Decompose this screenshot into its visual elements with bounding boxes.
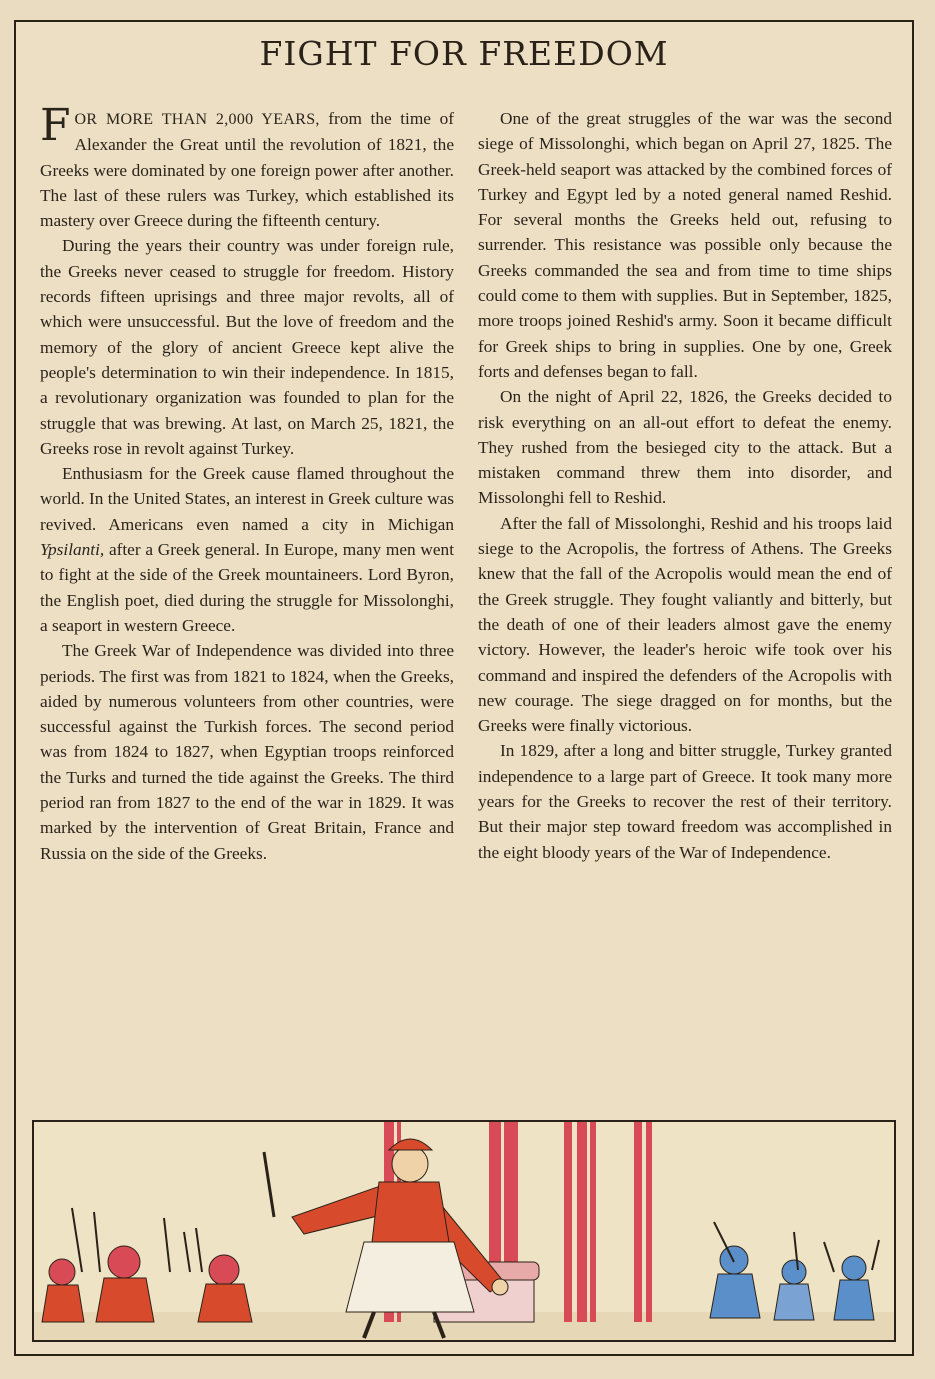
left-column [40,100,454,866]
drop-cap: F [40,100,71,151]
greek-soldiers-group [42,1208,252,1322]
paragraph-3-text-b: after a Greek general. In Europe, many men went to fight at the side of the Greek mountaineers. Lord Byron, the English poet, died during the struggle for Missolonghi, a seaport in western Greece. [40,540,454,635]
illustration-svg [34,1122,894,1340]
paragraph-7: After the fall of Missolonghi, Reshid and his troops laid siege to the Acropolis, the fortress of Athens. The Greeks knew that the fall of the Acropolis would mean the end of the Greek struggle. They fought valiantly and bitterly, but the death of one of their leaders almost gave the enemy victory. However, the leader's heroic wife took over his command and inspired the defenders of the Acropolis with new courage. The siege dragged on for months, but the Greeks were finally victorious. [478,513,892,736]
ypsilanti-italic: Ypsilanti, [40,540,105,560]
paragraph-3 [40,461,454,638]
paragraph-6: On the night of April 22, 1826, the Greeks decided to risk everything on an all-out effort to defeat the enemy. They rushed from the besieged city to the attack. But a mistaken command threw them into disorder, and Missolonghi fell to Reshid. [478,387,892,508]
lead-in: OR MORE THAN 2,000 YEARS, [74,111,320,128]
page-frame [14,20,914,1356]
paragraph-5: One of the great struggles of the war was the second siege of Missolonghi, which began on April 27, 1825. The Greek-held seaport was attacked by the combined forces of Turkey and Egypt led by a noted general named Reshid. For several months the Greeks held out, refusing to surrender. This resistance was possible only because the Greeks commanded the sea and from time to time ships could come to them with supplies. But in September, 1825, more troops joined Reshid's army. Soon it became difficult for Greek ships to bring in supplies. One by one, Greek forts and defenses began to fall. [478,109,892,381]
paragraph-2: During the years their country was under foreign rule, the Greeks never ceased to struggle for freedom. History records fifteen uprisings and three major revolts, all of which were unsuccessful. But the love of freedom and the memory of the glory of ancient Greece kept alive the people's determination to win their independence. In 1815, a revolutionary organization was founded to plan for the struggle that was brewing. At last, on March 25, 1821, the Greeks rose in revolt against Turkey. [40,236,454,458]
paragraph-1-text: from the time of Alexander the Great until the revolution of 1821, the Greeks were dominated by one foreign power after another. The last of these rulers was Turkey, which established its mastery over Greece during the fifteenth century. [40,109,454,231]
paragraph-8: In 1829, after a long and bitter struggle, Turkey granted independence to a large part of Greece. It took many more years for the Greeks to recover the rest of their territory. But their major step toward freedom was accomplished in the eight bloody years of the War of Independence. [478,741,892,862]
paragraph-3-text-a: Enthusiasm for the Greek cause flamed throughout the world. In the United States, an interest in Greek culture was revived. Americans even named a city in Michigan [40,464,454,534]
turkish-soldiers-group [710,1222,879,1320]
right-column [478,106,892,865]
paragraph-1 [40,100,454,233]
paragraph-4: The Greek War of Independence was divided into three periods. The first was from 1821 to 1824, when the Greeks, aided by numerous volunteers from other countries, were successful against the Turkish forces. The second period was from 1824 to 1827, when Egyptian troops reinforced the Turks and turned the tide against the Greeks. The third period ran from 1827 to the end of the war in 1829. It was marked by the intervention of Great Britain, France and Russia on the side of the Greeks. [40,641,454,863]
page-title: FIGHT FOR FREEDOM [259,34,669,73]
battle-scene-illustration [32,1120,896,1342]
